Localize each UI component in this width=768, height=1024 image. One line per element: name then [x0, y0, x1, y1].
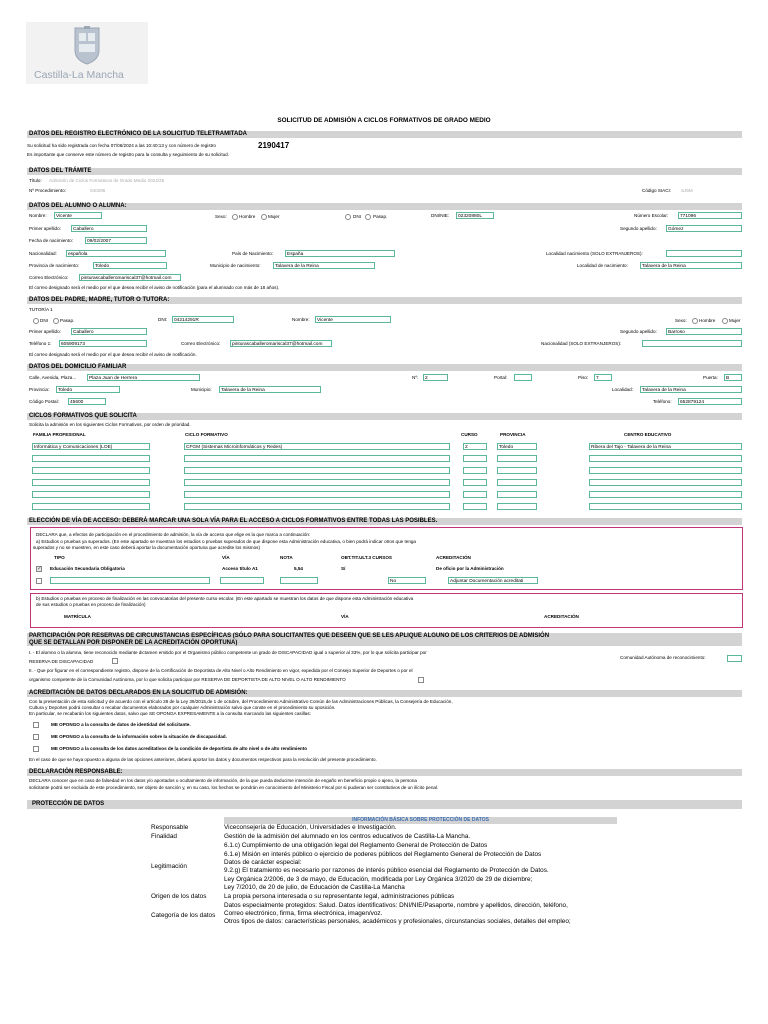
- ciclo-provincia-field[interactable]: [497, 491, 537, 498]
- reservas-ccaa-label: Comunidad Autónoma de reconocimiento:: [620, 655, 706, 660]
- form-title: SOLICITUD DE ADMISIÓN A CICLOS FORMATIVOS DE GRADO MEDIO: [277, 117, 491, 124]
- alumno-fnac-label: Fecha de nacimiento:: [29, 238, 73, 243]
- alumno-nac-label: Nacionalidad:: [29, 251, 57, 256]
- prot-cat-v1: Datos especialmente protegidos: Salud. Datos identificativos: DNI/NIE/Pasaporte, nombre y apellidos, dirección, teléfono,: [224, 902, 568, 909]
- prot-origen-val: La propia persona interesada o su representante legal, administraciones públicas: [224, 893, 455, 900]
- via-obt-field[interactable]: No: [388, 577, 426, 584]
- alumno-fnac-field[interactable]: 09/02/2007: [85, 237, 147, 244]
- padre-ape2-field[interactable]: Barroso: [666, 328, 742, 335]
- col-obt: OBT.TIT.ULT.3 CURSOS: [341, 555, 392, 560]
- tramite-procedimiento-value: 040295: [90, 188, 106, 193]
- alumno-escolar-label: Número Escolar:: [634, 213, 669, 218]
- eleccion-b2: de sus estudios o pruebas en proceso de finalización): [36, 602, 146, 607]
- padre-nacext-field[interactable]: [642, 340, 742, 347]
- alumno-note: El correo designado será el medio por el que desea recibir el aviso de notificación (para el alumnado con más de 18 años).: [29, 285, 280, 290]
- alumno-nombre-label: Nombre:: [29, 213, 47, 218]
- padre-header: DATOS DEL PADRE, MADRE, TUTOR O TUTORA:: [27, 297, 742, 304]
- ciclo-centro-field[interactable]: [589, 491, 742, 498]
- ciclo-curso-field[interactable]: [463, 491, 487, 498]
- alumno-header: DATOS DEL ALUMNO O ALUMNA:: [27, 203, 742, 210]
- alumno-mun-field[interactable]: Talavera de la Reina: [273, 262, 375, 269]
- via-adjuntar-field[interactable]: Adjuntar Documentación acreditati: [448, 577, 538, 584]
- ciclo-centro-field[interactable]: [589, 455, 742, 462]
- proteccion-table-title: INFORMACIÓN BÁSICA SOBRE PROTECCIÓN DE DATOS: [224, 817, 617, 824]
- dom-puerta-field[interactable]: B: [724, 374, 742, 381]
- prot-finalidad-key: Finalidad: [151, 833, 177, 840]
- alumno-ape2-field[interactable]: Gómez: [666, 225, 742, 232]
- alumno-mun-label: Municipio de nacimiento:: [210, 263, 261, 268]
- padre-nombre-label: Nombre:: [292, 317, 310, 322]
- col-centro: CENTRO EDUCATIVO: [624, 432, 672, 437]
- acred-p1: Con la presentación de esta solicitud y de acuerdo con el artículo 28 de la Ley 39/2015,de 1 de octubre, del Procedimiento Administrativo Común de las Administraciones Públicas, la Consejería de Educación,: [29, 699, 453, 704]
- prot-finalidad-val: Gestión de la admisión del alumnado en los centros educativos de Castilla-La Mancha.: [224, 833, 471, 840]
- alumno-ape1-label: Primer apellido:: [29, 226, 61, 231]
- padre-tel-field[interactable]: 605909173: [59, 340, 147, 347]
- prot-leg-v1: 6.1.c) Cumplimiento de una obligación legal del Reglamento General de Protección de Datos: [224, 842, 488, 849]
- decl-p2: solicitante podrá ser excluida de este procedimiento, ser objeto de sanción y, en su caso, los hechos se pondrán en conocimiento del Ministerio Fiscal por si pudieran ser constitutivos de un ilícito penal.: [29, 785, 439, 790]
- ciclo-centro-field[interactable]: [589, 467, 742, 474]
- alumno-dninie-field[interactable]: 02320880L: [456, 212, 494, 219]
- dom-tel-field[interactable]: 652879124: [678, 398, 742, 405]
- declaracion-header: DECLARACIÓN RESPONSABLE:: [27, 769, 742, 776]
- prot-categoria-key: Categoría de los datos: [151, 912, 216, 919]
- ciclo-familia-field[interactable]: [32, 479, 150, 486]
- ciclo-provincia-field[interactable]: Toledo: [497, 443, 537, 450]
- alumno-mujer-radio[interactable]: [261, 214, 267, 220]
- padre-hombre-label: Hombre: [699, 318, 716, 323]
- ciclo-ciclo-field[interactable]: [184, 479, 450, 486]
- proteccion-header-text: PROTECCIÓN DE DATOS: [32, 801, 105, 807]
- decl-p1: DECLARA conocer que en caso de falsedad en los datos y/o aportados u ocultamiento de información, de la que pueda deducirse intención de engaño en beneficio propio o ajeno, la persona: [29, 778, 417, 783]
- eleccion-b1: b) Estudios o pruebas en proceso de finalización en las convocatorias del presente curso escolar. (En este apartado se muestran los datos de que dispone esta Administración educativa: [36, 596, 414, 601]
- tramite-header: DATOS DEL TRÁMITE: [27, 168, 742, 175]
- ciclo-curso-field[interactable]: [463, 467, 487, 474]
- ciclo-ciclo-field[interactable]: [184, 491, 450, 498]
- padre-note: El correo designado será el medio por el que desea recibir el aviso de notificación.: [29, 352, 197, 357]
- ciclo-ciclo-field[interactable]: [184, 455, 450, 462]
- prot-leg-v6: Ley 7/2010, de 20 de julio, de Educación de Castilla-La Mancha: [224, 884, 405, 891]
- prot-leg-v2: 6.1.e) Misión en interés público o ejercicio de poderes públicos del Reglamento General de Protección de Datos: [224, 851, 542, 858]
- reservas-header-line2: QUE SE DETALLAN POR DISPONER DE LA ACREDITACIÓN OPORTUNA): [29, 639, 238, 646]
- alumno-locext-label: Localidad nacimiento (SOLO EXTRANJEROS):: [546, 251, 643, 256]
- ciclo-provincia-field[interactable]: [497, 467, 537, 474]
- oponer-deportista-checkbox[interactable]: [33, 746, 39, 752]
- registro-line2: Es importante que conserve este número de registro para la consulta y seguimiento de su solicitud.: [27, 152, 229, 157]
- padre-mujer-label: Mujer: [729, 318, 741, 323]
- ciclos-note: Solicita la admisión en los siguientes Ciclos Formativos, por orden de prioridad.: [29, 422, 191, 427]
- dom-cp-field[interactable]: 45600: [68, 398, 106, 405]
- acred-p4: En el caso de que se haya opuesto a alguna de las opciones anteriores, deberá aportar los datos y documentos respectivos para la resolución del presente procedimiento.: [29, 757, 377, 762]
- oponer-discapacidad-checkbox[interactable]: [33, 734, 39, 740]
- ciclo-curso-field[interactable]: [463, 479, 487, 486]
- alumno-sexo-label: Sexo:: [215, 214, 227, 219]
- col-ciclo: CICLO FORMATIVO: [185, 432, 228, 437]
- padre-sexo-label: Sexo:: [675, 318, 687, 323]
- alumno-pasap-radio[interactable]: [365, 214, 371, 220]
- registro-number: 2190417: [258, 141, 290, 150]
- col-via: VÍA: [222, 555, 230, 560]
- dom-calle-field[interactable]: Plaza Juan de Herrera: [87, 374, 200, 381]
- dom-puerta-label: Puerta:: [703, 375, 718, 380]
- checkmark-icon: ✓: [37, 566, 43, 572]
- acred-o3: ME OPONGO a la consulta de los datos acreditativos de la condición de deportista de alto nivel o de alto rendimiento: [51, 746, 308, 751]
- col-tipo: TIPO: [54, 555, 65, 560]
- alumno-loc-label: Localidad de nacimiento:: [577, 263, 628, 268]
- col-nota: NOTA: [280, 555, 293, 560]
- alumno-nombre-field[interactable]: Vicente: [54, 212, 102, 219]
- via-otra-checkbox[interactable]: [36, 578, 42, 584]
- alumno-loc-field[interactable]: Talavera de la Reina: [640, 262, 742, 269]
- prot-responsable-key: Responsable: [151, 824, 189, 831]
- via-nota-field[interactable]: [280, 577, 318, 584]
- padre-pasap-radio[interactable]: [53, 318, 59, 324]
- acreditacion-header: ACREDITACIÓN DE DATOS DECLARADOS EN LA SOLICITUD DE ADMISIÓN:: [27, 690, 742, 697]
- via-nota: 5,54: [294, 566, 303, 571]
- oponer-identidad-checkbox[interactable]: [33, 722, 39, 728]
- alumno-pais-field[interactable]: España: [285, 250, 395, 257]
- ciclo-familia-field[interactable]: [32, 455, 150, 462]
- padre-mujer-radio[interactable]: [722, 318, 728, 324]
- ciclo-curso-field[interactable]: [463, 503, 487, 510]
- alumno-ape1-field[interactable]: Caballero: [71, 225, 147, 232]
- dom-cp-label: Código Postal:: [29, 399, 59, 404]
- alumno-prov-field[interactable]: Toledo: [93, 262, 167, 269]
- logo: [26, 22, 148, 84]
- prot-origen-key: Origen de los datos: [151, 893, 207, 900]
- dom-num-label: Nº:: [412, 375, 419, 380]
- alumno-locext-field[interactable]: [666, 250, 742, 257]
- proteccion-header: [27, 800, 742, 809]
- prot-leg-v4: 9.2.g) El tratamiento es necesario por razones de interés público esencial del Reglamento de Protección de Datos.: [224, 867, 549, 874]
- tramite-procedimiento-label: Nº Procedimiento:: [29, 188, 66, 193]
- via-via: Acceso título A1: [222, 566, 258, 571]
- dom-portal-label: Portal:: [494, 375, 508, 380]
- eleccion-header: ELECCIÓN DE VÍA DE ACCESO: DEBERÁ MARCAR UNA SOLA VÍA PARA EL ACCESO A CICLOS FORMATIVOS ENTRE TODAS LAS POSIBLES.: [27, 518, 742, 525]
- acred-p3: En particular, se recabarán los siguientes datos, salvo que SE OPONGA EXPRESAMENTE a la consulta marcando las siguientes casillas:: [29, 711, 311, 716]
- padre-ape2-label: Segundo apellido:: [620, 329, 657, 334]
- padre-email-label: Correo Electrónico:: [181, 341, 221, 346]
- alumno-escolar-field[interactable]: 771096: [678, 212, 742, 219]
- col-provincia: PROVINCIA: [500, 432, 526, 437]
- tramite-titulo-label: Título:: [29, 178, 42, 183]
- padre-ape1-field[interactable]: Caballero: [71, 328, 147, 335]
- reservas-i2: RESERVA DE DISCAPACIDAD: [29, 659, 94, 664]
- col-matricula: MATRÍCULA: [64, 614, 91, 619]
- ciclo-provincia-field[interactable]: [497, 479, 537, 486]
- ciclo-curso-field[interactable]: 2: [463, 443, 487, 450]
- padre-tutor: TUTOR/A 1: [29, 307, 53, 312]
- alumno-email-field[interactable]: pinturascaballeromariscal37@hotmail.com: [79, 274, 181, 281]
- ciclo-centro-field[interactable]: [589, 479, 742, 486]
- reservas-ii2: organismo competente de la Comunidad Autónoma, por lo que solicita participar por RESERVA DE DEPORTISTA DE ALTO NIVEL O ALTO RENDIMIENTO: [29, 677, 346, 682]
- coat-of-arms-icon: [72, 26, 102, 66]
- dom-piso-field[interactable]: 7: [594, 374, 612, 381]
- dom-piso-label: Piso:: [578, 375, 589, 380]
- dom-num-field[interactable]: 2: [423, 374, 448, 381]
- acred-p2: Cultura y Deportes podrá consultar o recabar documentos elaborados por cualquier Administración salvo que conste en el procedimiento su oposición.: [29, 705, 336, 710]
- registro-line1: Su solicitud ha sido registrada con fecha 07/06/2024 a las 10:40:13 y con número de registro: [27, 143, 216, 148]
- prot-leg-v5: Ley Orgánica 2/2006, de 3 de mayo, de Educación, modificada por Ley Orgánica 3/2020 de 29 de diciembre;: [224, 876, 533, 883]
- padre-pasap-label: Pasap.: [60, 318, 75, 323]
- via-tipo-field[interactable]: [50, 577, 210, 584]
- ciclo-familia-field[interactable]: Informática y Comunicaciones (LOE): [32, 443, 150, 450]
- dom-calle-label: Calle, Avenida, Plaza...: [29, 375, 77, 380]
- alumno-email-label: Correo Electrónico:: [29, 275, 69, 280]
- ciclo-familia-field[interactable]: [32, 503, 150, 510]
- prot-legitimacion-key: Legitimación: [151, 863, 187, 870]
- padre-dni-label: DNI:: [158, 317, 168, 322]
- ciclo-familia-field[interactable]: [32, 491, 150, 498]
- prot-cat-v2: Correo electrónico, firma, firma electrónica, imagen/voz.: [224, 910, 383, 917]
- ciclo-centro-field[interactable]: Ribera del Tajo - Talavera de la Reina: [589, 443, 742, 450]
- tramite-titulo-value: Admisión de Ciclos Formativos de Grado Medio 2024/25: [49, 178, 165, 183]
- alumno-pais-label: País de Nacimiento:: [232, 251, 274, 256]
- alumno-pasap-label: Pasap.: [373, 214, 388, 219]
- ciclo-ciclo-field[interactable]: CFGM (Sistemas Microinformáticos y Redes): [184, 443, 450, 450]
- ciclo-familia-field[interactable]: [32, 467, 150, 474]
- acred-o1: ME OPONGO a la consulta de datos de identidad del solicitante.: [51, 722, 191, 727]
- prot-cat-v3: Otros tipos de datos: características personales, académicos y profesionales, circunstancias sociales, detalles del empleo;: [224, 918, 571, 925]
- padre-ape1-label: Primer apellido:: [29, 329, 61, 334]
- dom-portal-field[interactable]: [514, 374, 532, 381]
- ciclo-provincia-field[interactable]: [497, 455, 537, 462]
- padre-email-field[interactable]: pinturascaballeromariscal37@hotmail.com: [230, 340, 332, 347]
- tramite-siaci-value: SJ5M: [681, 188, 693, 193]
- dom-loc-label: Localidad:: [612, 387, 633, 392]
- via-via-field[interactable]: [220, 577, 264, 584]
- reservas-header: [27, 633, 742, 646]
- col-curso: CURSO: [461, 432, 478, 437]
- padre-nombre-field[interactable]: Vicente: [315, 316, 391, 323]
- reservas-ii1: II. - Que por figurar en el correspondiente registro, dispone de la Certificación de Deportista de Alto Nivel o Alto Rendimiento en vigor, expedida por el Consejo Superior de Deportes o por el: [29, 668, 413, 673]
- ciclo-ciclo-field[interactable]: [184, 467, 450, 474]
- prot-leg-v3: Datos de carácter especial:: [224, 859, 302, 866]
- alumno-dninie-label: DNI/NIE:: [431, 213, 450, 218]
- padre-nacext-label: Nacionalidad (SOLO EXTRANJEROS):: [541, 341, 622, 346]
- alumno-nac-field[interactable]: española: [66, 250, 166, 257]
- alumno-dni-label: DNI: [353, 214, 361, 219]
- dom-prov-field[interactable]: Toledo: [56, 386, 120, 393]
- col-via2: VÍA: [341, 614, 349, 619]
- reservas-ccaa-field[interactable]: [727, 655, 742, 662]
- prot-responsable-val: Viceconsejería de Educación, Universidades e Investigación.: [224, 824, 397, 831]
- dom-mun-field[interactable]: Talavera de la Reina: [219, 386, 321, 393]
- eleccion-declara: DECLARA que, a efectos de participación en el procedimiento de admisión, la vía de acceso que elige es la que marca a continuación:: [36, 532, 311, 537]
- ciclos-header: CICLOS FORMATIVOS QUE SOLICITA: [27, 413, 742, 420]
- padre-dni-field[interactable]: 04214291R: [172, 316, 234, 323]
- padre-hombre-radio[interactable]: [692, 318, 698, 324]
- alumno-prov-label: Provincia de nacimiento:: [29, 263, 80, 268]
- acred-o2: ME OPONGO a la consulta de la información sobre la situación de discapacidad.: [51, 734, 227, 739]
- via-obt: Sí: [341, 566, 346, 571]
- alumno-dni-radio[interactable]: [345, 214, 351, 220]
- alumno-hombre-radio[interactable]: [232, 214, 238, 220]
- padre-dni-radio-label: DNI: [40, 318, 48, 323]
- tramite-siaci-label: Código SIACI:: [642, 188, 672, 193]
- reservas-i1: I. - El alumno o la alumna, tiene reconocido mediante dictamen emitido por el Organismo público competente un grado de DISCAPACIDAD igual o superior al 33%, por lo que solicita participar por: [29, 650, 427, 655]
- via-tipo: Educación Secundaria Obligatoria: [50, 566, 125, 571]
- padre-tel-label: Teléfono 1:: [29, 341, 52, 346]
- reserva-discapacidad-checkbox[interactable]: [112, 658, 118, 664]
- alumno-ape2-label: Segundo apellido:: [620, 226, 657, 231]
- via-acred: De oficio por la Administración: [436, 566, 504, 571]
- eleccion-a1: a) Estudios o pruebas ya superados. (En este apartado se muestran los estudios o pruebas superados de que dispone esta Administración educativa, o bien podrá indicar otros que tenga: [36, 539, 416, 544]
- domicilio-header: DATOS DEL DOMICILIO FAMILIAR: [27, 364, 742, 371]
- reservas-header-line1: PARTICIPACIÓN POR RESERVAS DE CIRCUNSTANCIAS ESPECÍFICAS (SÓLO PARA SOLICITANTES QUE DESEEN QUE SE LES APLIQUE ALGUNO DE LOS CRITERIOS DE ADMISIÓN: [29, 633, 550, 639]
- col-acred: ACREDITACIÓN: [436, 555, 471, 560]
- alumno-mujer-label: Mujer: [268, 214, 280, 219]
- col-acred2: ACREDITACIÓN: [544, 614, 579, 619]
- reserva-deportista-checkbox[interactable]: [418, 677, 424, 683]
- ciclo-curso-field[interactable]: [463, 455, 487, 462]
- registro-header: DATOS DEL REGISTRO ELECTRÓNICO DE LA SOLICITUD TELETRAMITADA: [27, 131, 742, 138]
- dom-mun-label: Municipio:: [191, 387, 212, 392]
- col-familia: FAMILIA PROFESIONAL: [33, 432, 86, 437]
- ciclo-ciclo-field[interactable]: [184, 503, 450, 510]
- dom-prov-label: Provincia:: [29, 387, 50, 392]
- padre-dni-radio[interactable]: [33, 318, 39, 324]
- ciclo-centro-field[interactable]: [589, 503, 742, 510]
- dom-loc-field[interactable]: Talavera de la Reina: [640, 386, 742, 393]
- logo-text: Castilla-La Mancha: [34, 69, 124, 81]
- ciclo-provincia-field[interactable]: [497, 503, 537, 510]
- eleccion-a2: superados y no se muestren, en este caso deberá aportar la documentación oportuna que acredite los mismos): [33, 545, 261, 550]
- dom-tel-label: Teléfono:: [653, 399, 672, 404]
- alumno-hombre-label: Hombre: [239, 214, 256, 219]
